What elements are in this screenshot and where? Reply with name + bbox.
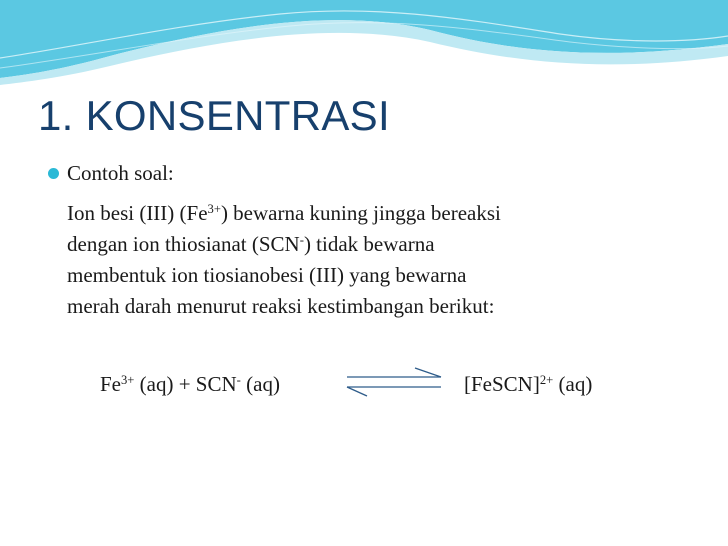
- text-run: (aq): [240, 372, 280, 396]
- text-run: Fe: [100, 372, 121, 396]
- superscript: -: [299, 233, 304, 248]
- text-run: ) tidak bewarna: [303, 232, 435, 256]
- superscript: 3+: [121, 373, 135, 388]
- paragraph-line: [67, 229, 501, 260]
- problem-paragraph: [67, 198, 501, 322]
- reactants: [100, 366, 280, 402]
- bullet-item: [48, 158, 174, 188]
- header-wave-decoration: [0, 0, 728, 100]
- text-run: Ion besi (III) (Fe: [67, 201, 208, 225]
- bullet-text: Contoh soal:: [67, 161, 174, 185]
- text-run: [FeSCN]: [464, 372, 540, 396]
- superscript: 2+: [539, 373, 554, 388]
- text-run: (aq) + SCN: [134, 372, 237, 396]
- bullet-dot-icon: [48, 168, 59, 179]
- paragraph-line: [67, 198, 501, 229]
- paragraph-line: membentuk ion tiosianobesi (III) yang bewarna: [67, 263, 467, 287]
- text-run: dengan ion thiosianat (SCN: [67, 232, 300, 256]
- superscript: -: [236, 373, 241, 388]
- chemical-equation: [0, 366, 728, 402]
- text-run: (aq): [553, 372, 593, 396]
- text-run: ) bewarna kuning jingga bereaksi: [220, 201, 501, 225]
- superscript: 3+: [207, 202, 221, 217]
- paragraph-line: merah darah menurut reaksi kestimbangan berikut:: [67, 294, 495, 318]
- slide-title: 1. KONSENTRASI: [38, 92, 390, 139]
- equilibrium-arrow-icon: [343, 366, 445, 402]
- product: [464, 366, 592, 402]
